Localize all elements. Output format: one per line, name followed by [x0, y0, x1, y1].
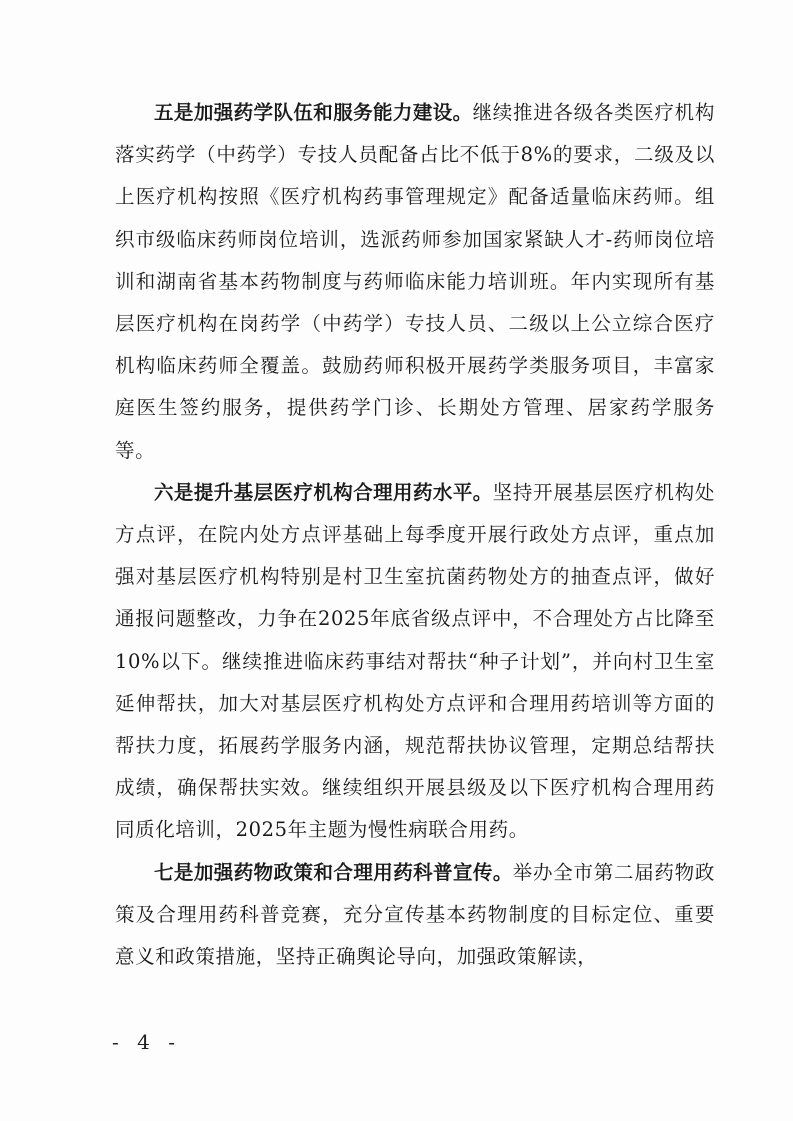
paragraph-policy-publicity	[115, 852, 715, 979]
paragraph-text: 举办全市第二届药物政策及合理用药科普竞赛，充分宣传基本药物制度的目标定位、重要意义和政策措施，坚持正确舆论导向，加强政策解读，	[115, 860, 715, 969]
paragraph-text: 继续推进各级各类医疗机构落实药学（中药学）专技人员配备占比不低于8%的要求，二级及以上医疗机构按照《医疗机构药事管理规定》配备适量临床药师。组织市级临床药师岗位培训，选派药师参加国家紧缺人才-药师岗位培训和湖南省基本药物制度与药师临床能力培训班。年内实现所有基层医疗机构在岗药学（中药学）专技人员、二级以上公立综合医疗机构临床药师全覆盖。鼓励药师积极开展药学类服务项目，丰富家庭医生签约服务，提供药学门诊、长期处方管理、居家药学服务等。	[115, 101, 715, 462]
paragraph-rational-drug-use	[115, 472, 715, 852]
paragraph-heading: 五是加强药学队伍和服务能力建设。	[154, 101, 473, 124]
document-body	[115, 92, 715, 978]
paragraph-pharmacy-workforce	[115, 92, 715, 472]
page-number: - 4 -	[112, 1030, 181, 1054]
paragraph-heading: 六是提升基层医疗机构合理用药水平。	[154, 480, 493, 504]
paragraph-heading: 七是加强药物政策和合理用药科普宣传。	[154, 860, 513, 884]
paragraph-text: 坚持开展基层医疗机构处方点评，在院内处方点评基础上每季度开展行政处方点评，重点加强对基层医疗机构特别是村卫生室抗菌药物处方的抽查点评，做好通报问题整改，力争在2025年底省级点评中，不合理处方占比降至10%以下。继续推进临床药事结对帮扶“种子计划”，并向村卫生室延伸帮扶，加大对基层医疗机构处方点评和合理用药培训等方面的帮扶力度，拓展药学服务内涵，规范帮扶协议管理，定期总结帮扶成绩，确保帮扶实效。继续组织开展县级及以下医疗机构合理用药同质化培训，2025年主题为慢性病联合用药。	[115, 480, 715, 842]
